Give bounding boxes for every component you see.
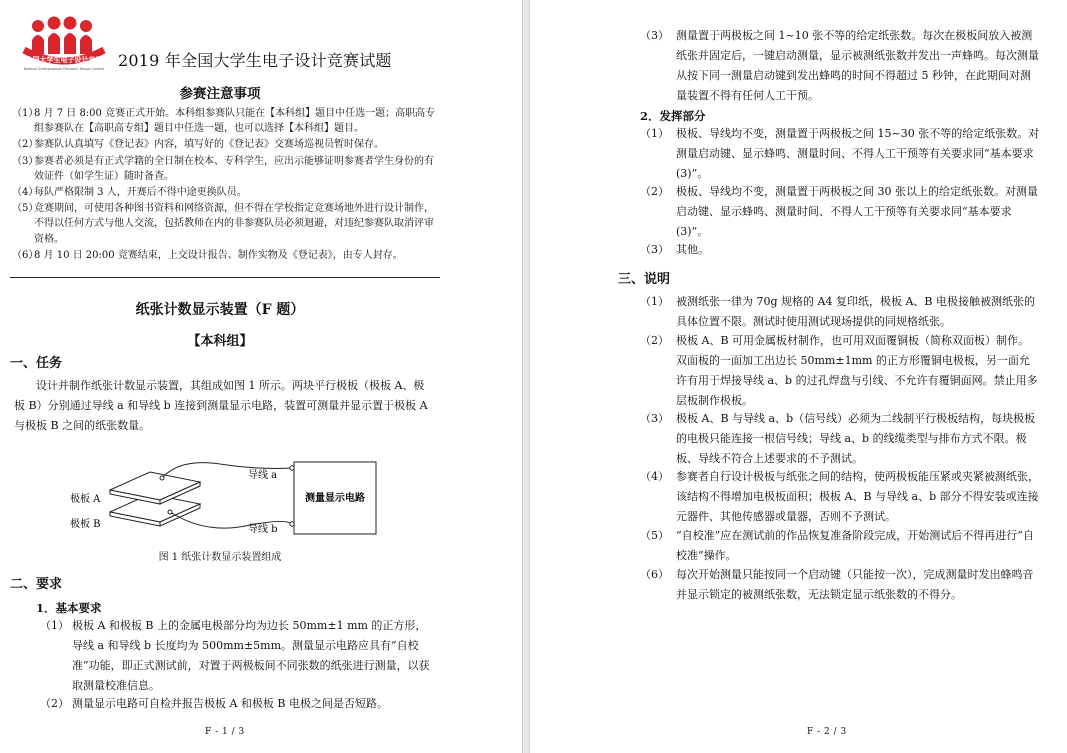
item-number: （5） xyxy=(640,529,669,542)
page-footer: F - 1 / 3 xyxy=(205,727,245,737)
item-number: （1） xyxy=(640,127,669,140)
note-item xyxy=(640,409,1040,469)
figure-diagram xyxy=(70,450,390,546)
wire-a-label: 导线 a xyxy=(248,470,278,481)
notice-text: 8 月 7 日 8:00 竞赛正式开始。本科组参赛队只能在【本科组】题目中任选一题；高职高专组参赛队在【高职高专组】题目中任选一题，也可以选择【本科组】题目。 xyxy=(34,108,436,135)
item-number: （3） xyxy=(640,29,669,42)
item-text: 每次开始测量只能按同一个启动键（只能按一次），完成测量时发出蜂鸣音并显示锁定的被测纸张数，无法锁定显示纸张数的不得分。 xyxy=(676,568,1034,601)
logo-text: 全国大学生电子设计竞赛 xyxy=(25,56,103,64)
item-text: 极板 A、B 与导线 a、b（信号线）必须为二线制平行极板结构，每块极板的电极只能连接一根信号线；导线 a、b 的线缆类型与排布方式不限。极板、导线不符合上述要求的不予测试。 xyxy=(676,412,1036,465)
item-text: 被测纸张一律为 70g 规格的 A4 复印纸，极板 A、B 电极接触被测纸张的具体位置不限。测试时使用测试现场提供的同规格纸张。 xyxy=(676,295,1035,328)
item-number: （2） xyxy=(640,334,669,347)
notice-item xyxy=(12,201,442,247)
item-number: （3） xyxy=(640,243,669,256)
notice-number: （6） xyxy=(12,249,39,261)
notice-title: 参赛注意事项 xyxy=(179,86,261,102)
item-number: （1） xyxy=(40,619,69,632)
basic-requirements-heading: 1．基本要求 xyxy=(36,601,102,615)
notice-text: 参赛者必须是有正式学籍的全日制在校本、专科学生，应出示能够证明参赛者学生身份的有效证件（如学生证）随时备查。 xyxy=(34,155,434,182)
group-title: 【本科组】 xyxy=(187,334,253,349)
wire-b-label: 导线 b xyxy=(248,524,278,535)
document-page-1 xyxy=(0,0,522,753)
notice-item xyxy=(12,106,442,136)
item-text: “自校准”应在测试前的作品恢复准备阶段完成，开始测试后不得再进行“自校准”操作。 xyxy=(676,529,1034,562)
advanced-requirements-heading: 2．发挥部分 xyxy=(640,109,706,123)
problem-title: 纸张计数显示装置（F 题） xyxy=(135,302,305,318)
notice-text: 参赛队认真填写《登记表》内容，填写好的《登记表》交赛场巡视员暂时保存。 xyxy=(34,139,384,151)
item-text: 极板、导线均不变，测量置于两极板之间 15~30 张不等的给定纸张数。对测量启动键、显示蜂鸣、测量时间、不得人工干预等有关要求同“基本要求(3)”。 xyxy=(676,127,1040,180)
item-text: 测量显示电路可自检并报告极板 A 和极板 B 电极之间是否短路。 xyxy=(72,697,389,710)
figure-caption: 图 1 纸张计数显示装置组成 xyxy=(158,552,282,563)
plate-b-label: 极板 B xyxy=(70,519,101,530)
note-item xyxy=(640,467,1040,527)
page-footer: F - 2 / 3 xyxy=(807,727,847,737)
plate-a-label: 极板 A xyxy=(70,494,101,505)
note-item xyxy=(640,565,1040,605)
section-divider xyxy=(10,277,440,278)
notes-heading: 三、说明 xyxy=(618,272,671,287)
logo-subtext: National Undergraduate Electronic Design Contest xyxy=(23,67,105,71)
note-item xyxy=(640,526,1040,566)
notice-item xyxy=(12,248,442,263)
item-number: （4） xyxy=(640,470,669,483)
notice-text: 每队严格限制 3 人，开赛后不得中途更换队员。 xyxy=(34,187,247,199)
item-text: 测量置于两极板之间 1~10 张不等的给定纸张数。每次在极板间放入被测纸张并固定后，一键启动测量，显示被测纸张数并发出一声蜂鸣。每次测量从按下同一测量启动键到发出蜂鸣的时间不得超过 5 秒钟，在此期间对测量装置不得有任何人工干预。 xyxy=(676,29,1039,102)
item-number: （2） xyxy=(640,185,669,198)
contest-title: 2019 年全国大学生电子设计竞赛试题 xyxy=(118,51,392,70)
item-text: 其他。 xyxy=(676,243,709,256)
item-number: （2） xyxy=(40,697,69,710)
item-number: （3） xyxy=(640,412,669,425)
basic-requirement-item xyxy=(14,616,434,696)
document-page-2 xyxy=(530,0,1067,753)
contest-logo-icon xyxy=(18,14,110,72)
advanced-requirement-item xyxy=(640,182,1040,242)
requirements-heading: 二、要求 xyxy=(10,577,63,592)
page-gutter xyxy=(522,0,530,753)
notice-item xyxy=(12,137,442,152)
note-item xyxy=(640,331,1040,411)
item-number: （6） xyxy=(640,568,669,581)
notice-number: （4） xyxy=(12,187,39,199)
advanced-requirement-item xyxy=(640,240,1040,260)
note-item xyxy=(640,292,1040,332)
item-number: （1） xyxy=(640,295,669,308)
notice-number: （3） xyxy=(12,155,39,167)
notice-text: 竞赛期间，可使用各种图书资料和网络资源，但不得在学校指定竞赛场地外进行设计制作，不得以任何方式与他人交流，包括教师在内的非参赛队员必须迴避，对违纪参赛队取消评审资格。 xyxy=(34,203,434,245)
notice-text: 8 月 10 日 20:00 竞赛结束，上交设计报告、制作实物及《登记表》，由专人封存。 xyxy=(34,249,403,261)
item-text: 极板、导线均不变，测量置于两极板之间 30 张以上的给定纸张数。对测量启动键、显示蜂鸣、测量时间、不得人工干预等有关要求同“基本要求(3)”。 xyxy=(676,185,1038,238)
task-text: 设计并制作纸张计数显示装置，其组成如图 1 所示。两块平行极板（极板 A、极板 B）分别通过导线 a 和导线 b 连接到测量显示电路，装置可测量并显示置于极板 A 与极板 B 之间的纸张数量。 xyxy=(14,379,428,432)
notice-number: （5） xyxy=(12,203,39,215)
notice-number: （2） xyxy=(12,139,39,151)
item-text: 参赛者自行设计极板与纸张之间的结构，使两极板能压紧或夹紧被测纸张，该结构不得增加电极板面积；极板 A、B 与导线 a、b 部分不得安装或连接元器件、其他传感器或量器，否则不予测试。 xyxy=(676,470,1039,523)
notice-item xyxy=(12,185,442,200)
task-heading: 一、任务 xyxy=(10,356,63,371)
notice-item xyxy=(12,154,442,184)
notice-number: （1） xyxy=(12,108,39,119)
circuit-label: 测量显示电路 xyxy=(305,493,365,504)
basic-requirement-item xyxy=(640,26,1040,106)
item-text: 极板 A、B 可用金属板材制作，也可用双面覆铜板（简称双面板）制作。双面板的一面加工出边长 50mm±1mm 的正方形覆铜电极板，另一面允许有用于焊接导线 a、b 的过孔焊盘与引线、不允许有覆铜面网。禁止用多层板制作极板。 xyxy=(676,334,1038,407)
basic-requirement-item xyxy=(14,694,434,714)
item-text: 极板 A 和极板 B 上的金属电极部分均为边长 50mm±1 mm 的正方形，导线 a 和导线 b 长度均为 500mm±5mm。测量显示电路应具有“自校准”功能，即正式测试前，对置于两极板间不同张数的纸张进行测量，以获取测量校准信息。 xyxy=(72,619,430,692)
notice-list xyxy=(12,106,442,264)
advanced-requirement-item xyxy=(640,124,1040,184)
